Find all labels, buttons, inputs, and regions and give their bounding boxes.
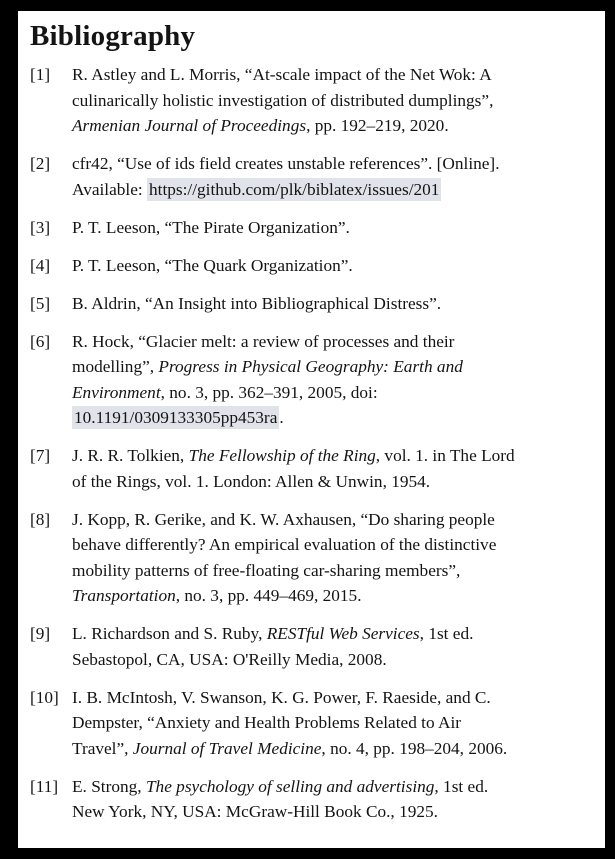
work-title-italic: Transportation [72,586,176,605]
bibliography-entry [30,621,587,672]
entry-text-segment: , no. 3, pp. 449–469, 2015. [175,586,362,605]
bibliography-entry [30,215,587,241]
bibliography-entry [30,151,587,202]
entry-text-line [72,710,587,736]
entry-text-segment: Dempster, “Anxiety and Health Problems Related to Air [72,713,462,732]
entry-text-segment: Available: [72,179,148,199]
entry-text-line [72,507,587,533]
entry-text-segment: E. Strong, [72,776,146,796]
entry-text-segment: behave differently? An empirical evaluation of the distinctive [72,535,497,554]
entry-link[interactable]: https://github.com/plk/biblatex/issues/201 [149,179,440,199]
work-title-italic: Journal of Travel Medicine [132,738,322,758]
entry-text-segment: J. Kopp, R. Gerike, and K. W. Axhausen, “Do sharing people [72,509,495,529]
entry-text-segment: , no. 3, pp. 362–391, 2005, doi: [160,382,378,402]
entry-text-segment: mobility patterns of free-floating car-sharing members”, [72,560,461,580]
work-title-italic: RESTful Web Services [266,624,420,643]
bibliography-entry [30,329,587,431]
entry-number: [6] [30,331,51,351]
entry-text-segment: J. R. R. Tolkien, [72,446,189,465]
entry-text-line [72,291,587,317]
entry-text [72,621,587,672]
bibliography-entry [30,774,587,825]
entry-text-line [72,774,587,800]
entry-number: [4] [30,255,51,275]
entry-text-line [72,799,587,825]
entry-text-segment: of the Rings, vol. 1. London: Allen & Unwin, 1954. [72,471,431,491]
entry-text [72,443,587,494]
entry-text-line [72,558,587,584]
entry-text-line [72,215,587,241]
entry-text-segment: Travel”, [72,738,133,758]
bibliography-entry [30,291,587,317]
entry-text-line [72,113,587,139]
entry-number: [8] [30,509,51,529]
entry-text-line [72,647,587,673]
entry-text [72,685,587,762]
entry-text-line [72,62,587,88]
work-title-italic: Progress in Physical Geography: Earth and [158,357,463,376]
entry-text-segment: I. B. McIntosh, V. Swanson, K. G. Power, F. Raeside, and C. [72,687,491,707]
entry-number: [10] [30,687,59,707]
entry-text-segment: P. T. Leeson, “The Pirate Organization”. [72,217,350,237]
entry-text [72,774,587,825]
work-title-italic: Armenian Journal of Proceedings [72,116,307,135]
entry-number: [1] [30,65,51,84]
entry-number: [3] [30,217,51,237]
entry-link[interactable]: 10.1191/0309133305pp453ra [74,408,278,427]
bibliography-entry [30,62,587,139]
work-title-italic: The psychology of selling and advertising [145,776,435,796]
entry-text-segment: , vol. 1. in The Lord [375,446,515,465]
bibliography-list [30,62,587,825]
entry-text-line [72,329,587,355]
entry-text [72,151,587,202]
bibliography-entry [30,507,587,609]
entry-text-line [72,151,587,177]
entry-text-line [72,177,587,203]
bibliography-page [18,11,605,848]
entry-text-segment: Sebastopol, CA, USA: O'Reilly Media, 2008. [72,649,387,669]
work-title-italic: Environment [72,382,161,402]
entry-text-segment: modelling”, [72,357,159,376]
entry-text-segment: P. T. Leeson, “The Quark Organization”. [72,255,353,275]
entry-text-segment: R. Astley and L. Morris, “At-scale impact of the Net Wok: A [72,65,492,84]
entry-text [72,329,587,431]
entry-text-line [72,405,587,431]
entry-text-segment: L. Richardson and S. Ruby, [72,624,267,643]
entry-text-line [72,685,587,711]
entry-text-segment: cfr42, “Use of ids field creates unstable references”. [Online]. [72,154,500,173]
entry-text-line [72,621,587,647]
entry-text-line [72,443,587,469]
entry-number: [5] [30,293,51,313]
entry-text-line [72,736,587,762]
entry-text [72,253,587,279]
entry-number: [9] [30,624,51,643]
entry-text [72,62,587,139]
entry-text-segment: . [279,408,284,427]
entry-text-line [72,88,587,114]
entry-text-line [72,380,587,406]
entry-text-segment: , no. 4, pp. 198–204, 2006. [321,738,508,758]
entry-text-line [72,253,587,279]
entry-number: [2] [30,154,51,173]
entry-text-line [72,354,587,380]
entry-text [72,291,587,317]
entry-text-line [72,583,587,609]
entry-text-line [72,532,587,558]
entry-number: [7] [30,446,51,465]
entry-text-segment: , 1st ed. [419,624,474,643]
entry-text-segment: New York, NY, USA: McGraw-Hill Book Co., 1925. [72,802,438,821]
bibliography-entry [30,443,587,494]
entry-text-segment: R. Hock, “Glacier melt: a review of processes and their [72,331,455,351]
entry-text-segment: culinarically holistic investigation of distributed dumplings”, [72,90,494,110]
entry-text [72,215,587,241]
entry-text-segment: B. Aldrin, “An Insight into Bibliographical Distress”. [72,293,442,313]
entry-number: [11] [30,776,59,796]
entry-text-segment: , 1st ed. [434,776,489,796]
entry-text [72,507,587,609]
page-title: Bibliography [30,20,196,52]
bibliography-entry [30,253,587,279]
entry-text-segment: , pp. 192–219, 2020. [306,116,449,135]
entry-text-line [72,469,587,495]
bibliography-entry [30,685,587,762]
work-title-italic: The Fellowship of the Ring [188,446,376,465]
